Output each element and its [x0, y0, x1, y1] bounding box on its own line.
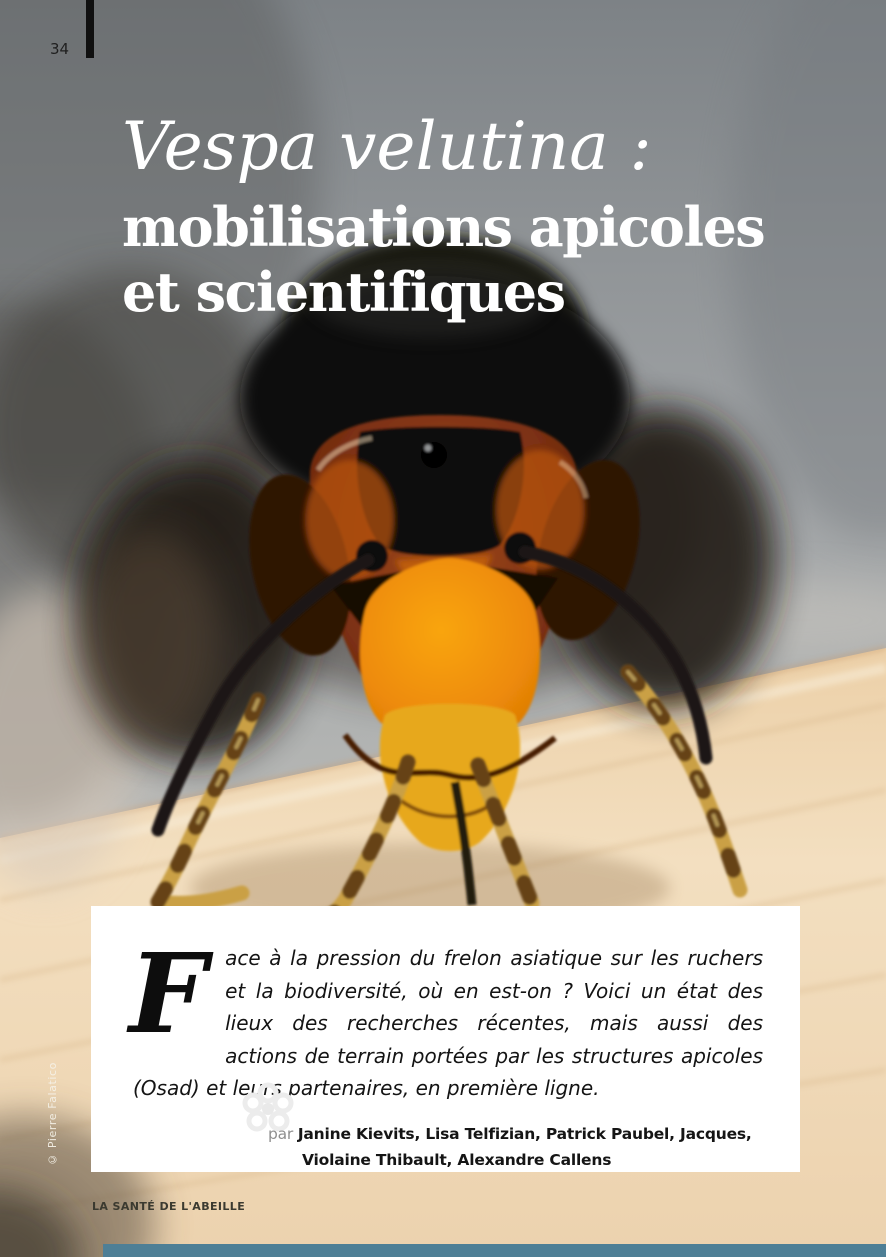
intro-box [91, 906, 800, 1172]
footer-brand: LA SANTÉ DE L'ABEILLE [92, 1200, 246, 1213]
byline-authors-2: Violaine Thibault, Alexandre Callens [302, 1150, 612, 1169]
page-number: 34 [50, 40, 70, 58]
byline-prefix: par [268, 1124, 298, 1143]
intro-body: ace à la pression du frelon asiatique sur les ruchers et la biodiversité, où en est-on ? Voici un état des lieux des recherches récentes, mais aussi des actions de terrain portées par les structures apicoles (Osad) et leurs partenaires, en première ligne. [133, 946, 763, 1100]
title-line2: mobilisations apicoles [122, 195, 765, 260]
intro-paragraph [129, 929, 763, 1105]
title-species: Vespa velutina : [122, 108, 652, 185]
dropcap: F [129, 929, 208, 1058]
byline [133, 1121, 763, 1173]
article-title [122, 108, 765, 325]
byline-authors-1: Janine Kievits, Lisa Telfizian, Patrick Paubel, Jacques, [297, 1124, 752, 1143]
photo-credit: © Pierre Falatico [46, 1062, 59, 1166]
byline-line1 [268, 1121, 763, 1147]
title-line3: et scientifiques [122, 260, 565, 325]
title-subtitle [122, 195, 764, 325]
footer-accent-bar [103, 1244, 886, 1257]
margin-rule [86, 0, 94, 58]
